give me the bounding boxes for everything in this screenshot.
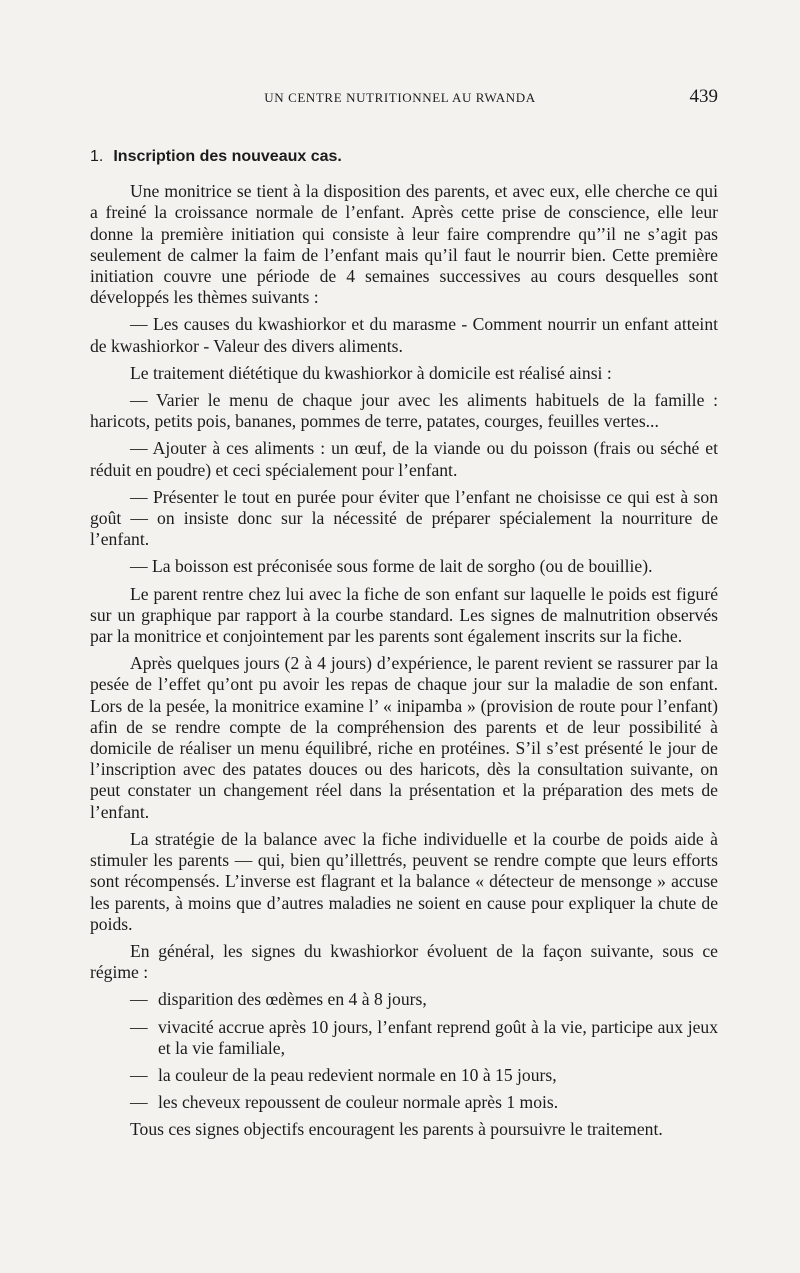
section-title: Inscription des nouveaux cas. [113,148,342,165]
paragraph: Une monitrice se tient à la disposition des parents, et avec eux, elle cherche ce qui a freiné la croissance normale de l’enfant. Après cette prise de conscience, elle leur donne la première initiation qui consiste à leur faire comprendre qu’’il ne s’agit pas seulement de calmer la faim de l’enfant mais qu’il faut le nourrir bien. Cette première initiation couvre une période de 4 semaines successives au cours desquelles sont développés les thèmes suivants : [90,181,718,308]
paragraph: — Présenter le tout en purée pour éviter que l’enfant ne choisisse ce qui est à son goût — on insiste donc sur la nécessité de préparer spécialement la nourriture de l’enfant. [90,486,718,550]
dash: — [130,989,148,1010]
list-item [130,1065,718,1086]
closing-paragraph: Tous ces signes objectifs encouragent les parents à poursuivre le traitement. [130,1119,663,1140]
list-item-text: disparition des œdèmes en 4 à 8 jours, [158,989,427,1010]
list-item-text: vivacité accrue après 10 jours, l’enfant reprend goût à la vie, participe aux jeux et la vie familiale, [158,1016,718,1058]
section-heading [90,146,718,167]
paragraph: Le parent rentre chez lui avec la fiche de son enfant sur laquelle le poids est figuré sur un graphique par rapport à la courbe standard. Les signes de malnutrition observés par la monitrice et conjointement par les parents sont également inscrits sur la fiche. [90,583,718,647]
paragraph: En général, les signes du kwashiorkor évoluent de la façon suivante, sous ce régime : [90,940,718,983]
running-title: UN CENTRE NUTRITIONNEL AU RWANDA [264,90,536,105]
paragraph: — Ajouter à ces aliments : un œuf, de la viande ou du poisson (frais ou séché et réduit en poudre) et ceci spécialement pour l’enfant. [90,438,718,480]
dash: — [130,1092,148,1113]
paragraph: — Varier le menu de chaque jour avec les aliments habituels de la famille : haricots, petits pois, bananes, pommes de terre, patates, courges, feuilles vertes... [90,390,718,432]
paragraph: La stratégie de la balance avec la fiche individuelle et la courbe de poids aide à stimuler les parents — qui, bien qu’illettrés, peuvent se rendre compte que leurs efforts sont récompensés. L’inverse est flagrant et la balance « détecteur de mensonge » accuse les parents, à moins que d’autres maladies ne soient en cause pour expliquer la chute de poids. [90,828,718,934]
dash: — [130,1016,148,1037]
dash: — [130,1064,148,1085]
page-number: 439 [689,86,718,107]
list-item-text: la couleur de la peau redevient normale en 10 à 15 jours, [158,1064,557,1085]
paragraph: — Les causes du kwashiorkor et du marasme - Comment nourrir un enfant atteint de kwashiorkor - Valeur des divers aliments. [90,314,718,356]
paragraph: Le traitement diététique du kwashiorkor à domicile est réalisé ainsi : [130,362,612,383]
list-item [130,1017,718,1059]
paragraph: — La boisson est préconisée sous forme de lait de sorgho (ou de bouillie). [130,556,653,577]
list-item [130,1092,718,1113]
article-body [90,146,718,1147]
paragraph: Après quelques jours (2 à 4 jours) d’expérience, le parent revient se rassurer par la pesée de l’effet qu’ont pu avoir les repas de chaque jour sur la maladie de son enfant. Lors de la pesée, la monitrice examine l’ « inipamba » (provision de route pour l’enfant) afin de se rendre compte de la compréhension des parents et de leur possibilité à domicile de réaliser un menu équilibré, riche en protéines. S’il s’est présenté le jour de l’inscription avec des patates douces ou des haricots, dès la consultation suivante, on peut constater un changement réel dans la présentation et la préparation des mets de l’enfant. [90,653,718,822]
section-number: 1. [90,148,104,165]
list-item [130,989,718,1010]
list-item-text: les cheveux repoussent de couleur normale après 1 mois. [158,1092,559,1113]
signs-list [90,989,718,1113]
